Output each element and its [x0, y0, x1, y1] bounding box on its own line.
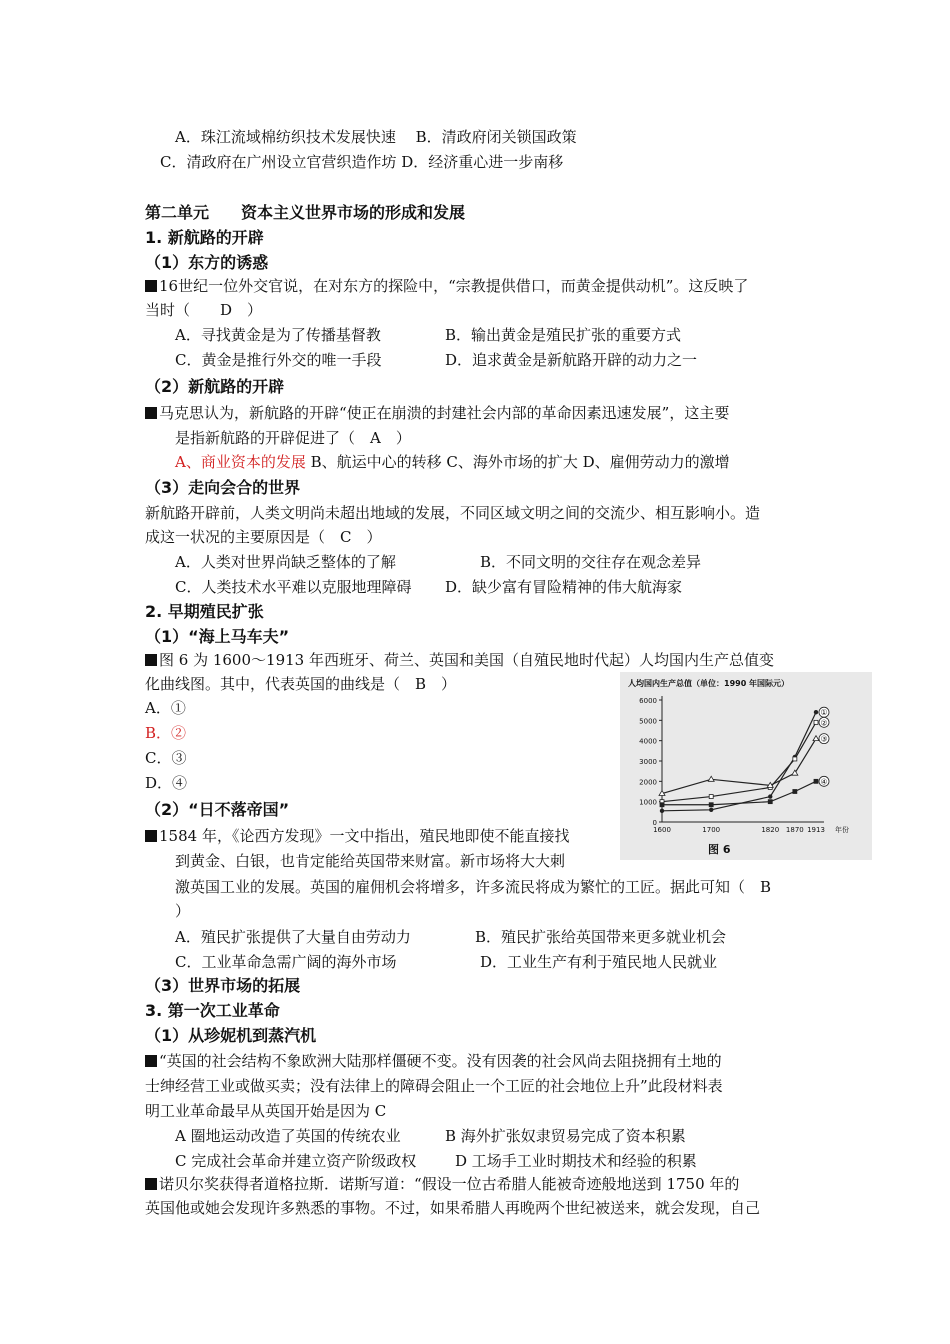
data-point [813, 736, 819, 741]
section-1-sub-1: （1）东方的诱惑 [145, 253, 269, 272]
option-b: B．殖民扩张给英国带来更多就业机会 [475, 928, 727, 946]
data-point [814, 710, 818, 714]
series-label: ④ [820, 777, 828, 787]
question-3-1-line-3: 明工业革命最早从英国开始是因为 C [145, 1102, 387, 1120]
series-label: ② [820, 718, 828, 728]
options-row [175, 1126, 686, 1146]
option-d: D．追求黄金是新航路开辟的动力之一 [445, 351, 698, 369]
question-3-1-line-2: 士绅经营工业或做买卖；没有法律上的障碍会阻止一个工匠的社会地位上升”此段材料表 [145, 1077, 723, 1095]
question-1-2-options [175, 452, 730, 472]
question-3-2-line-2: 英国他或她会发现许多熟悉的事物。不过，如果希腊人再晚两个世纪被送来，就会发现，自己 [145, 1199, 761, 1217]
question-1-3-line-1: 新航路开辟前，人类文明尚未超出地域的发展，不同区域文明之间的交流少、相互影响小。造 [145, 504, 761, 522]
option-a: A．殖民扩张提供了大量自由劳动力 [175, 928, 411, 946]
section-2-sub-2: （2）“日不落帝国” [145, 800, 290, 819]
y-tick-label: 1000 [639, 798, 657, 807]
y-tick-label: 5000 [639, 717, 657, 726]
data-point [768, 800, 772, 804]
option-d: D．④ [145, 774, 188, 792]
options-row [175, 325, 681, 345]
options-row [175, 577, 682, 597]
question-text: 图 6 为 1600～1913 年西班牙、荷兰、英国和美国（自殖民地时代起）人均国内生产总值变 [159, 651, 774, 669]
square-bullet-icon [145, 654, 157, 666]
x-tick-label: 1600 [653, 826, 671, 834]
square-bullet-icon [145, 1178, 157, 1190]
option-b: B．不同文明的交往存在观念差异 [480, 553, 702, 571]
section-1-sub-3: （3）走向会合的世界 [145, 478, 301, 497]
options-row [175, 1151, 697, 1171]
x-tick-label: 1700 [702, 826, 721, 834]
data-point [709, 808, 713, 812]
section-3-sub-1: （1）从珍妮机到蒸汽机 [145, 1026, 317, 1045]
question-1-3-line-2: 成这一状况的主要原因是（ C ） [145, 528, 382, 546]
square-bullet-icon [145, 407, 157, 419]
options-rest: B、航运中心的转移 C、海外市场的扩大 D、雇佣劳动力的激增 [305, 453, 730, 471]
series-line [662, 739, 816, 794]
question-text: “英国的社会结构不象欧洲大陆那样僵硬不变。没有因袭的社会风尚去阻挠拥有土地的 [159, 1052, 722, 1070]
options-row [175, 350, 697, 370]
y-tick-label: 6000 [639, 697, 657, 705]
data-point [660, 809, 664, 813]
top-option-a: A．珠江流域棉纺织技术发展快速 [175, 128, 396, 146]
option-a: A．① [145, 699, 186, 717]
top-option-row-2 [160, 152, 563, 172]
section-2-sub-3: （3）世界市场的拓展 [145, 976, 301, 995]
chart-caption: 图 6 [708, 843, 731, 856]
option-c: C．③ [145, 749, 187, 767]
question-text: 诺贝尔奖获得者道格拉斯．诺斯写道：“假设一位古希腊人能被奇迹般地送到 1750 年的 [159, 1175, 740, 1193]
data-point [793, 790, 797, 794]
top-option-b: B．清政府闭关锁国政策 [415, 128, 577, 146]
data-point [792, 770, 798, 775]
x-tick-label: 1820 [761, 826, 780, 834]
question-1-1 [145, 276, 748, 296]
data-point [768, 794, 772, 798]
option-a: A 圈地运动改造了英国的传统农业 [175, 1127, 401, 1145]
option-c: C 完成社会革命并建立资产阶级政权 [175, 1152, 417, 1170]
section-2-title: 2. 早期殖民扩张 [145, 602, 264, 621]
question-2-2 [145, 826, 569, 846]
square-bullet-icon [145, 1055, 157, 1067]
section-2-sub-1: （1）“海上马车夫” [145, 627, 290, 646]
section-1-sub-2: （2）新航路的开辟 [145, 377, 285, 396]
data-point [793, 757, 797, 761]
question-text: 马克思认为，新航路的开辟“使正在崩溃的封建社会内部的革命因素迅速发展”，这主要 [159, 404, 730, 422]
unit-title: 第二单元 资本主义世界市场的形成和发展 [145, 203, 466, 222]
question-1-1-line-2: 当时（ D ） [145, 301, 263, 319]
option-c: C．工业革命急需广阔的海外市场 [175, 953, 397, 971]
option-b: B．② [145, 724, 187, 742]
x-axis-label: 年份 [835, 826, 849, 834]
x-tick-label: 1913 [807, 826, 825, 834]
data-point [660, 803, 664, 807]
top-option-d: D．经济重心进一步南移 [401, 153, 564, 171]
data-point [709, 803, 713, 807]
question-2-1 [145, 650, 774, 670]
series-label: ③ [820, 734, 828, 744]
data-point [814, 720, 818, 724]
options-row [175, 952, 717, 972]
option-d: D 工场手工业时期技术和经验的积累 [455, 1152, 697, 1170]
question-3-1 [145, 1051, 722, 1071]
section-3-title: 3. 第一次工业革命 [145, 1001, 280, 1020]
top-option-row-1 [175, 127, 577, 147]
options-row [175, 927, 726, 947]
gdp-line-chart [620, 672, 872, 860]
option-a: A．人类对世界尚缺乏整体的了解 [175, 553, 396, 571]
option-b: B．输出黄金是殖民扩张的重要方式 [445, 326, 682, 344]
y-tick-label: 4000 [639, 737, 657, 746]
data-point [814, 779, 818, 783]
square-bullet-icon [145, 280, 157, 292]
question-1-2 [145, 403, 729, 423]
option-b: B 海外扩张奴隶贸易完成了资本积累 [445, 1127, 686, 1145]
chart-title: 人均国内生产总值（单位：1990 年国际元） [628, 679, 790, 688]
option-d: D．缺少富有冒险精神的伟大航海家 [445, 578, 683, 596]
question-2-2-line-4: ） [175, 902, 191, 920]
y-tick-label: 2000 [639, 778, 657, 787]
question-2-1-line-2: 化曲线图。其中，代表英国的曲线是（ B ） [145, 675, 457, 693]
question-2-2-line-3: 激英国工业的发展。英国的雇佣机会将增多，许多流民将成为繁忙的工匠。据此可知（ B [175, 878, 772, 896]
y-tick-label: 3000 [639, 758, 657, 766]
series-label: ① [820, 708, 828, 718]
question-1-2-line-2: 是指新航路的开辟促进了（ A ） [175, 429, 411, 447]
data-point [709, 795, 713, 799]
option-c: C．黄金是推行外交的唯一手段 [175, 351, 382, 369]
question-2-2-line-2: 到黄金、白银，也肯定能给英国带来财富。新市场将大大刺 [175, 852, 566, 870]
square-bullet-icon [145, 830, 157, 842]
top-option-c: C．清政府在广州设立官营织造作坊 [160, 153, 397, 171]
section-1-title: 1. 新航路的开辟 [145, 228, 264, 247]
option-a: A．寻找黄金是为了传播基督教 [175, 326, 381, 344]
gdp-chart [620, 672, 872, 860]
option-d: D．工业生产有利于殖民地人民就业 [480, 953, 718, 971]
question-text: 16世纪一位外交官说，在对东方的探险中，“宗教提供借口，而黄金提供动机”。这反映了 [159, 277, 749, 295]
options-row [175, 552, 701, 572]
answer-highlight: A、商业资本的发展 [175, 453, 306, 471]
y-tick-label: 0 [652, 819, 657, 827]
question-text: 1584 年，《论西方发现》一文中指出，殖民地即使不能直接找 [159, 827, 570, 845]
option-c: C．人类技术水平难以克服地理障碍 [175, 578, 412, 596]
question-3-2 [145, 1174, 739, 1194]
data-point [708, 776, 714, 781]
x-tick-label: 1870 [785, 826, 804, 834]
